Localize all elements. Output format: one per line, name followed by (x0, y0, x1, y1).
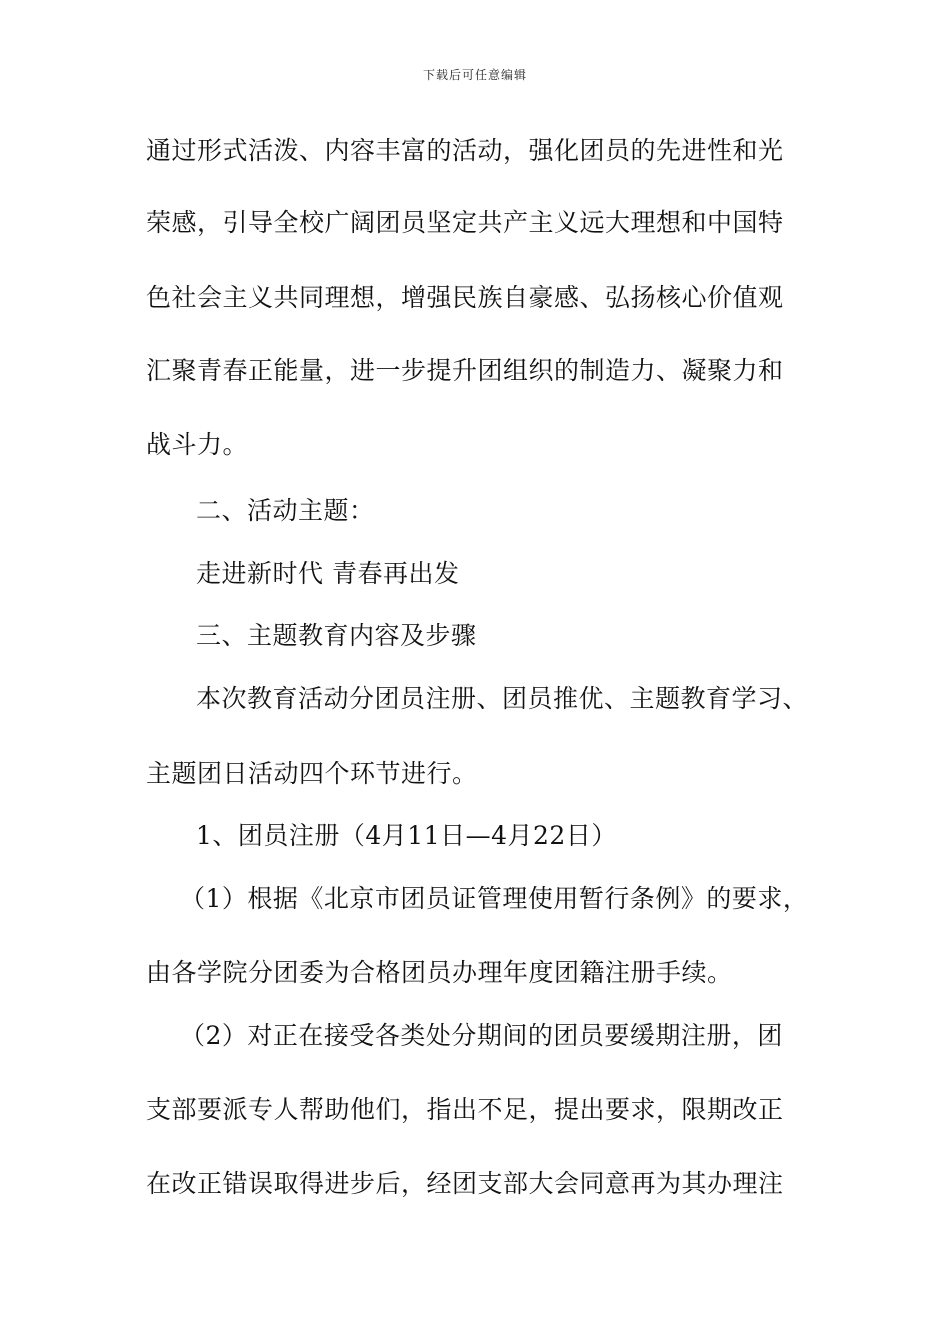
page-header: 下载后可任意编辑 (422, 68, 527, 82)
subsection-heading: 1、团员注册（4月11日—4月22日） (196, 821, 617, 850)
paragraph-line: 在改正错误取得进步后，经团支部大会同意再为其办理注 (146, 1169, 784, 1198)
paragraph-line: 通过形式活泼、内容丰富的活动，强化团员的先进性和光 (146, 136, 784, 165)
paragraph-line: 由各学院分团委为合格团员办理年度团籍注册手续。 (146, 958, 733, 987)
paragraph-line: 战斗力。 (146, 430, 249, 459)
paragraph-line: 色社会主义共同理想，增强民族自豪感、弘扬核心价值观 (146, 283, 784, 312)
paragraph-line: （2）对正在接受各类处分期间的团员要缓期注册，团 (180, 1021, 783, 1050)
paragraph-line: 汇聚青春正能量，进一步提升团组织的制造力、凝聚力和 (146, 356, 784, 385)
paragraph-line: （1）根据《北京市团员证管理使用暂行条例》的要求， (180, 884, 809, 913)
paragraph-line: 荣感，引导全校广阔团员坚定共产主义远大理想和中国特 (146, 208, 784, 237)
paragraph-line: 本次教育活动分团员注册、团员推优、主题教育学习、 (196, 684, 809, 713)
theme-line: 走进新时代 青春再出发 (196, 559, 460, 588)
section-heading: 三、主题教育内容及步骤 (196, 621, 477, 650)
section-heading: 二、活动主题： (196, 496, 375, 525)
paragraph-line: 主题团日活动四个环节进行。 (146, 759, 478, 788)
paragraph-line: 支部要派专人帮助他们，指出不足，提出要求，限期改正 (146, 1095, 784, 1124)
